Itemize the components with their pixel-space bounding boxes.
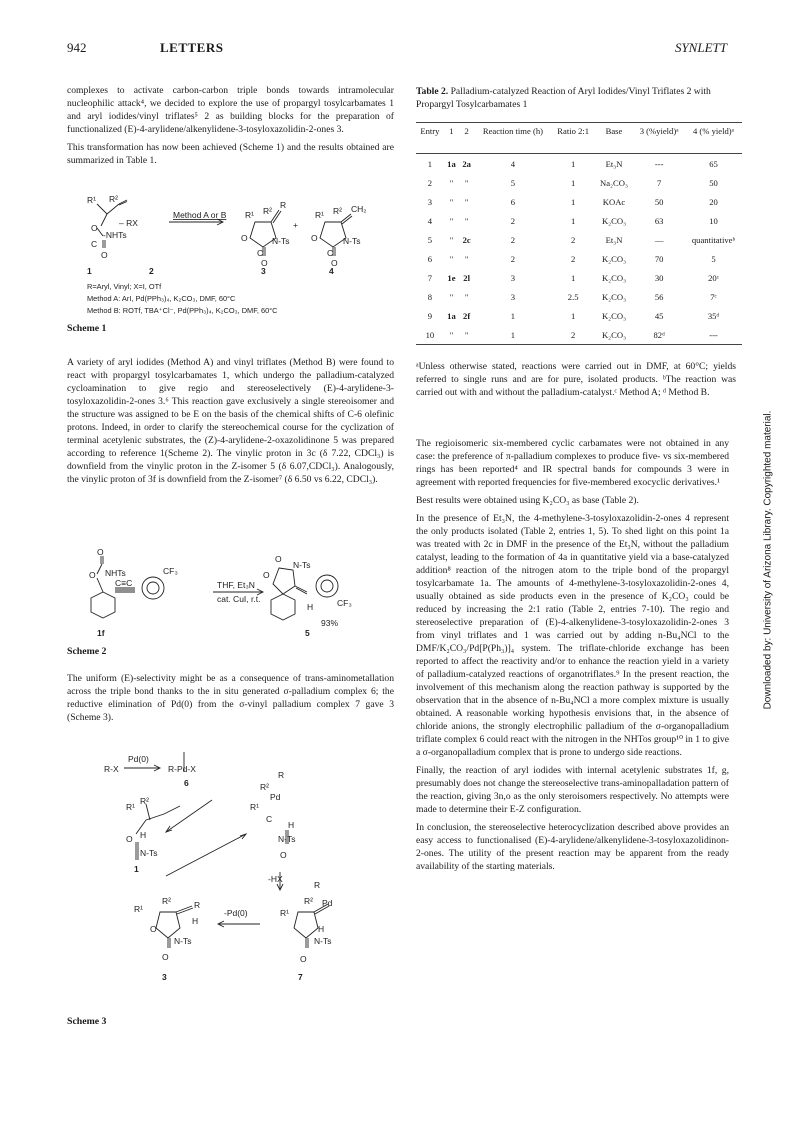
scheme-2-label: Scheme 2 [67, 646, 107, 657]
svg-text:O: O [241, 233, 248, 243]
table-cell: " [464, 177, 469, 188]
table-header: 4 (% yield)ᵃ [685, 123, 742, 139]
table-cell: 3 [510, 291, 516, 302]
table-cell: 70 [654, 253, 664, 264]
table-cell: 2a [462, 158, 471, 169]
scheme1-note: Method B: ROTf, TBA⁺Cl⁻, Pd(PPh₃)₄, K₂CO₃, DMF, 60°C [87, 306, 278, 315]
table-cell: quantitativeᵇ [691, 234, 736, 245]
table-footnote [416, 360, 736, 404]
table-cell: 20 [709, 196, 718, 207]
svg-text:O: O [91, 223, 98, 233]
table-cell: K₂CO₃ [601, 310, 627, 321]
table-row [416, 287, 742, 306]
scheme-1-label: Scheme 1 [67, 323, 107, 334]
table-cell: 2 [427, 177, 433, 188]
table-cell: --- [685, 325, 742, 345]
paragraph: Finally, the reaction of aryl iodides with internal acetylenic substrates 1f, g, presumably does not change the stereoselective trans-aminopalladation pattern of the reaction, giving 3n,o as the only steroisomers respectively. No attempts were made to determine their E-Z configuration. [416, 765, 729, 815]
table-cell: " [449, 215, 454, 226]
scheme1-note: Method A: ArI, Pd(PPh₃)₄, K₂CO₃, DMF, 60°C [87, 294, 236, 303]
paragraph: The regioisomeric six-membered cyclic carbamates were not obtained in any case: the preference of π-palladium complexes to produce five- vs six-membered rings has been reported⁴ and IR spectral bands for compounds 3 were in agreement with reported frequencies for five-membered exocyclic derivatives.¹ [416, 438, 729, 488]
table-cell: 5 [427, 234, 433, 245]
table-cell: 1 [427, 158, 433, 169]
table-cell: --- [654, 158, 664, 169]
table-cell: 2l [463, 272, 470, 283]
table-cell: K₂CO₃ [601, 272, 627, 283]
svg-text:C: C [266, 814, 273, 824]
svg-text:R²: R² [162, 896, 171, 906]
table-row [416, 325, 742, 345]
svg-text:R²: R² [140, 796, 149, 806]
compound-label: 6 [184, 778, 189, 788]
svg-text:O: O [101, 250, 108, 260]
table-row [416, 268, 742, 287]
paragraph: This transformation has now been achieved (Scheme 1) and the results obtained are summarized in Table 1. [67, 142, 394, 166]
table-header: 1 [444, 123, 459, 139]
svg-text:Pd: Pd [322, 898, 333, 908]
svg-text:N-Ts: N-Ts [314, 936, 332, 946]
table-cell: 2 [552, 325, 595, 345]
svg-text:R²: R² [263, 206, 272, 216]
svg-text:N-Ts: N-Ts [140, 848, 158, 858]
table-cell: 4 [510, 158, 516, 169]
table-cell: — [654, 234, 664, 245]
svg-text:N-Ts: N-Ts [278, 834, 296, 844]
svg-text:O: O [126, 834, 133, 844]
table-cell: 5 [711, 253, 716, 264]
svg-text:CF₃: CF₃ [337, 598, 352, 608]
page-number: 942 [67, 40, 87, 55]
table-cell: 2 [510, 215, 516, 226]
table-cell: " [449, 196, 454, 207]
table-cell: 2 [571, 234, 576, 245]
scheme3-rx: R-X [104, 764, 119, 774]
download-watermark-text: Downloaded by: University of Arizona Library. Copyrighted material. [762, 410, 774, 710]
table-caption-label: Table 2. [416, 86, 449, 97]
table-cell: 1 [474, 325, 551, 345]
table-cell: 2c [462, 234, 471, 245]
table-cell: 1a [447, 310, 456, 321]
svg-text:R¹: R¹ [134, 904, 143, 914]
table-cell: 3 [510, 272, 516, 283]
paragraph: A variety of aryl iodides (Method A) and vinyl triflates (Method B) were found to react with propargyl tosylcarbamates 1, which undergo the palladium-catalyzed cycloamination to give regio and stereoselectively (E)-4-arylidene-3-tosyloxazolidin-2-ones 3.⁶ This reaction gave exclusively a single stereoisomer and the structure was assigned to be E on the basis of the chemical shifts of C-6 olefinic protons. Indeed, in order to clarify the stereochemical course for the cyclization of terminal acetylenic substrates, the (Z)-4-arylidene-2-oxazolidinone 5 was prepared according to reference 1(Scheme 2). The vinylic proton in 3c (δ 7.22, CDCl₃) is downfield from the vinylic proton in the Z-isomer 5 (δ 6.07,CDCl₃). Analogously, the vinylic proton of 3f is downfield from the Z-isomer⁷ (δ 6.50 vs 6.22, CDCl₃). [67, 357, 394, 485]
table-cell: " [444, 325, 459, 345]
table-header: Ratio 2:1 [552, 123, 595, 139]
compound-label: 7 [298, 972, 303, 982]
table-cell: 1e [447, 272, 456, 283]
download-watermark [762, 410, 774, 710]
scheme1-reagent: – RX [119, 218, 138, 228]
table-cell: " [449, 253, 454, 264]
compound-label: 3 [261, 266, 266, 276]
table-cell: 1 [571, 177, 576, 188]
table-cell: 1 [571, 272, 576, 283]
svg-text:O: O [275, 554, 282, 564]
compound-label: 4 [329, 266, 334, 276]
svg-text:CF₃: CF₃ [163, 566, 178, 576]
table-header: 2 [459, 123, 474, 139]
table-cell: K₂CO₃ [601, 215, 627, 226]
scheme1-note: R=Aryl, Vinyl; X=I, OTf [87, 282, 162, 291]
svg-text:H: H [192, 916, 199, 926]
table-cell: 1 [571, 310, 576, 321]
table-cell: " [464, 196, 469, 207]
table-cell: " [464, 253, 469, 264]
paragraph: The uniform (E)-selectivity might be as a consequence of trans-aminometallation across the triple bond thanks to the in situ generated σ-palladium complex 6; the reductive elimination of Pd(0) from the σ-vinyl palladium complex 7 gave 3 (Scheme 3). [67, 673, 394, 723]
table-cell: 10 [416, 325, 444, 345]
svg-text:C: C [91, 239, 98, 249]
svg-text:O: O [263, 570, 270, 580]
svg-text:R¹: R¹ [280, 908, 289, 918]
scheme-3-label: Scheme 3 [67, 1016, 107, 1027]
results-table [416, 122, 742, 345]
table-cell: 2f [463, 310, 471, 321]
scheme2-yield: 93% [321, 618, 339, 628]
table-cell: 6 [510, 196, 516, 207]
table-cell: " [449, 291, 454, 302]
left-body [67, 356, 394, 491]
svg-text:H: H [307, 602, 314, 612]
table-cell: " [449, 177, 454, 188]
scheme-3-figure [100, 748, 370, 1023]
table-cell: 30 [654, 272, 664, 283]
svg-text:H: H [288, 820, 295, 830]
table-cell: 2.5 [567, 291, 579, 302]
svg-text:N-Ts: N-Ts [174, 936, 192, 946]
svg-text:R: R [280, 200, 287, 210]
table-cell: 1a [447, 158, 456, 169]
svg-text:N-Ts: N-Ts [272, 236, 290, 246]
svg-text:R²: R² [304, 896, 313, 906]
table-header: Base [595, 123, 634, 139]
svg-text:R²: R² [333, 206, 342, 216]
table-cell: K₂CO₃ [601, 291, 627, 302]
table-cell: 50 [654, 196, 664, 207]
scheme1-plus: + [293, 220, 298, 230]
table-cell: 56 [654, 291, 664, 302]
table-cell: 45 [654, 310, 664, 321]
table-cell: 7 [427, 272, 433, 283]
scheme2-reagent: THF, Et₃N [217, 580, 255, 590]
svg-text:H: H [140, 830, 147, 840]
svg-text:O: O [331, 258, 338, 268]
table-cell: 82ᵈ [633, 325, 685, 345]
table-cell: 7 [656, 177, 662, 188]
table-cell: 4 [427, 215, 433, 226]
scheme3-step: -HX [268, 874, 283, 884]
svg-text:R¹: R¹ [315, 210, 324, 220]
table-cell: 1 [571, 215, 576, 226]
section-title: LETTERS [160, 40, 224, 55]
paragraph: complexes to activate carbon-carbon triple bonds towards intramolecular nucleophilic attack⁴, we decided to explore the use of propargyl tosylcarbamates 1 and aryl iodides/vinyl triflates⁵ 2 as building blocks for the preparation of functionalized (E)-4-arylidene/alkenylidene-3-tosyloxazolidin-2-ones 3. [67, 85, 394, 135]
table-cell: 2 [510, 253, 516, 264]
compound-label: 1 [134, 864, 139, 874]
table-caption-text: Palladium-catalyzed Reaction of Aryl Iodides/Vinyl Triflates 2 with Propargyl Tosylcarbamates 1 [416, 86, 711, 110]
table-cell: K₂CO₃ [601, 253, 627, 264]
table-row [416, 306, 742, 325]
table-row [416, 192, 742, 211]
table-cell: KOAc [602, 196, 626, 207]
svg-text:R²: R² [260, 782, 269, 792]
svg-text:N-Ts: N-Ts [343, 236, 361, 246]
scheme-1-figure [67, 192, 377, 325]
table-header: Entry [416, 123, 444, 139]
table-cell: Et₃N [605, 158, 623, 169]
table-cell: 20ᶜ [708, 272, 719, 283]
table-header: 3 (%yield)ᵃ [633, 123, 685, 139]
compound-label: 5 [305, 628, 310, 638]
table-cell: Na₂CO₃ [600, 177, 628, 188]
footnote-text: ᵃUnless otherwise stated, reactions were carried out in DMF, at 60°C; yields referred to single runs and are for pure, isolated products. ᵇThe reaction was carried out with and without the palladium-catalyst.ᶜ Method A; ᵈ Method B. [416, 361, 736, 398]
left-body-2 [67, 672, 394, 729]
table-cell: " [464, 291, 469, 302]
svg-text:R¹: R¹ [87, 195, 96, 205]
svg-text:O: O [311, 233, 318, 243]
table-cell: Et₃N [605, 234, 623, 245]
table-row [416, 211, 742, 230]
table-cell: 1 [571, 158, 576, 169]
svg-text:C: C [257, 248, 264, 258]
compound-label: 1f [97, 628, 105, 638]
table-row [416, 230, 742, 249]
svg-text:R: R [194, 900, 201, 910]
table-cell: 35ᵈ [707, 310, 720, 321]
table-row [416, 249, 742, 268]
svg-text:O: O [89, 570, 96, 580]
scheme3-step: Pd(0) [128, 754, 149, 764]
compound-label: 2 [149, 266, 154, 276]
svg-text:C≡C: C≡C [115, 578, 133, 588]
table-cell: 2 [510, 234, 516, 245]
table-cell: " [459, 325, 474, 345]
table-cell: 1 [510, 310, 516, 321]
svg-text:O: O [150, 924, 157, 934]
svg-text:R²: R² [109, 194, 118, 204]
svg-text:-NHTs: -NHTs [103, 230, 127, 240]
table-cell: 3 [427, 196, 433, 207]
table-cell: 8 [427, 291, 433, 302]
svg-text:O: O [97, 548, 104, 557]
scheme2-reagent: cat. CuI, r.t. [217, 594, 261, 604]
svg-text:NHTs: NHTs [105, 568, 126, 578]
scheme3-step: -Pd(0) [224, 908, 248, 918]
table-cell: 1 [571, 196, 576, 207]
table-cell: " [464, 215, 469, 226]
table-caption [416, 86, 736, 111]
right-body [416, 437, 729, 878]
paragraph: Best results were obtained using K₂CO₃ as base (Table 2). [416, 495, 639, 506]
journal-name: SYNLETT [674, 40, 727, 55]
table-cell: 7ᶜ [710, 291, 717, 302]
table-cell: " [449, 234, 454, 245]
table-row [416, 154, 742, 174]
paragraph: In the presence of Et₃N, the 4-methylene-3-tosyloxazolidin-2-ones 4 represent the only products isolated (Table 2, entries 1, 5). To shed light on this point 1a was treated with 2c in DMF in the presence of the Et₃N, without the palladium catalyst, leading to the formation of 4a in quantitative yield via a base-catalyzed addition⁸ reaction of the nitrogen atom to the triple bond of the propargyl tosylcarbamate 1a. The amounts of 4-methylene-3-tosyloxazolidin-2-ones 4, usually obtained as side products even in the presence of K₂CO₃ could be reduced by increasing the 2:1 ratio (Table 2, entries 7-10). The regio and stereoselective preparation of (E)-4-alkenylidene-3-tosyloxazolidin-2-ones 3 from vinyl triflates and 1 was carried out by adding n-Bu₄NCl to the DMF/K₂CO₃/Pd[P(Ph₃)]₄ system. The triflate-chloride exchange has been reported to affect the reactivity and/or to enhance the reaction yield in a variety of palladium-catalyzed reactions of organotriflates.⁹ In the present reaction, the involvement of this mechanism along the reaction pathway is supported by the observation that in the absence of n-Bu₄NCl a more complex mixture is usually obtained. A reasonable working hypothesis envisions that, in the absence of chloride anions, the strongly electrophilic palladium of the σ-organopalladium triflate complex 6 could react with the nitrogen in the NHTos group¹⁰ in 1 to give a σ-organopalladium complex that is prone to undergo side reactions. [416, 513, 729, 758]
table-cell: 65 [709, 158, 718, 169]
left-intro [67, 84, 394, 172]
svg-text:R: R [278, 770, 285, 780]
svg-text:CH₂: CH₂ [351, 204, 367, 214]
scheme-2-figure [67, 548, 377, 645]
table-header: Reaction time (h) [474, 123, 551, 139]
svg-text:O: O [162, 952, 169, 962]
svg-text:N-Ts: N-Ts [293, 560, 311, 570]
paragraph: In conclusion, the stereoselective heterocyclization described above provides an easy access to functionalised (E)-4-arylidene/alkenylidene-3-tosyloxazolidinon-2-ones. The utility of the present reaction may be apparent from the ready availability of the starting materials. [416, 822, 729, 872]
svg-text:O: O [280, 850, 287, 860]
table-row [416, 173, 742, 192]
svg-text:H: H [318, 924, 325, 934]
svg-text:R: R [314, 880, 321, 890]
compound-label: 3 [162, 972, 167, 982]
svg-text:C: C [327, 248, 334, 258]
table-cell: 9 [427, 310, 433, 321]
table-cell: 10 [709, 215, 718, 226]
scheme3-rpdx: R-Pd-X [168, 764, 196, 774]
compound-label: 1 [87, 266, 92, 276]
table-cell: 63 [654, 215, 664, 226]
svg-text:R¹: R¹ [245, 210, 254, 220]
table-cell: 50 [709, 177, 718, 188]
svg-text:O: O [261, 258, 268, 268]
svg-text:O: O [300, 954, 307, 964]
svg-text:R¹: R¹ [250, 802, 259, 812]
svg-text:Pd: Pd [270, 792, 281, 802]
table-cell: K₂CO₃ [595, 325, 634, 345]
svg-text:R¹: R¹ [126, 802, 135, 812]
table-cell: 5 [510, 177, 516, 188]
table-cell: 2 [571, 253, 576, 264]
scheme1-method: Method A or B [173, 210, 227, 220]
table-cell: 6 [427, 253, 433, 264]
